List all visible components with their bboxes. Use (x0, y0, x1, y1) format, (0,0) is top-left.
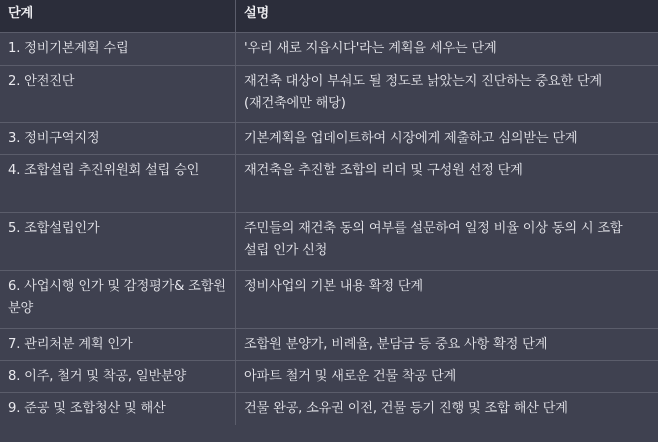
description-cell: '우리 새로 지읍시다'라는 계획을 세우는 단계 (244, 41, 497, 56)
table-row (0, 66, 658, 123)
step-cell: 6. 사업시행 인가 및 감정평가& 조합원 분양 (0, 271, 236, 328)
description-cell: 정비사업의 기본 내용 확정 단계 (244, 279, 423, 294)
step-cell: 1. 정비기본계획 수립 (0, 33, 236, 65)
step-cell: 3. 정비구역지정 (0, 123, 236, 154)
table-row (0, 123, 658, 155)
table-row (0, 393, 658, 425)
table-header-row (0, 0, 658, 33)
step-cell: 5. 조합설립인가 (0, 213, 236, 270)
description-cell: 아파트 철거 및 새로운 건물 착공 단계 (244, 369, 457, 384)
table-row (0, 155, 658, 213)
description-cell: 재건축 대상이 부숴도 될 정도로 낡았는지 진단하는 중요한 단계 (재건축에만 해당) (244, 74, 602, 111)
step-cell: 9. 준공 및 조합청산 및 해산 (0, 393, 236, 425)
description-cell: 기본계획을 업데이트하여 시장에게 제출하고 심의받는 단계 (244, 131, 578, 146)
description-cell: 조합원 분양가, 비례율, 분담금 등 중요 사항 확정 단계 (244, 337, 548, 352)
table-row (0, 213, 658, 271)
table-row (0, 271, 658, 329)
step-cell: 2. 안전진단 (0, 66, 236, 122)
table-row (0, 329, 658, 361)
description-cell: 주민들의 재건축 동의 여부를 설문하여 일정 비율 이상 동의 시 조합 설립 인가 신청 (244, 221, 623, 258)
table-row (0, 33, 658, 66)
header-step: 단계 (0, 0, 236, 32)
step-cell: 8. 이주, 철거 및 착공, 일반분양 (0, 361, 236, 392)
header-description: 설명 (244, 6, 270, 21)
table-row (0, 361, 658, 393)
step-cell: 4. 조합설립 추진위원회 설립 승인 (0, 155, 236, 212)
description-cell: 건물 완공, 소유권 이전, 건물 등기 진행 및 조합 해산 단계 (244, 401, 568, 416)
step-cell: 7. 관리처분 계획 인가 (0, 329, 236, 360)
description-cell: 재건축을 추진할 조합의 리더 및 구성원 선정 단계 (244, 163, 523, 178)
